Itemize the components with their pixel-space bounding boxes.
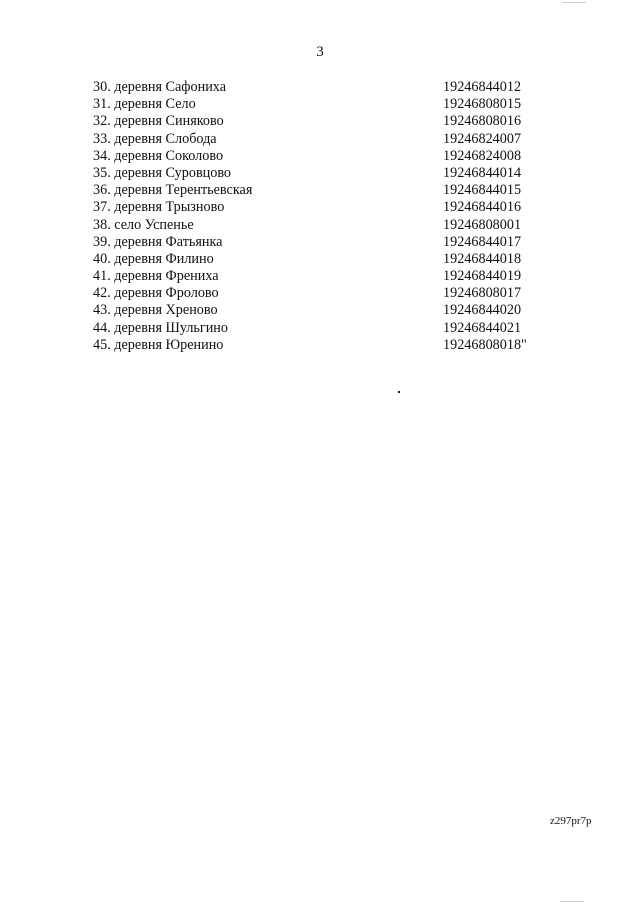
list-item [93,337,553,354]
settlement-name: 45. деревня Юренино [93,336,224,353]
settlement-name: 35. деревня Суровцово [93,164,232,181]
settlement-name: 42. деревня Фролово [93,285,219,302]
settlement-code: 19246808001 [443,216,522,233]
settlement-name: 37. деревня Трызново [93,199,225,216]
document-code: z297pr7p [550,815,592,827]
settlement-code: 19246844021 [443,319,522,336]
list-item [93,268,553,285]
list-item [93,320,553,337]
settlement-name: 34. деревня Соколово [93,147,224,164]
settlement-name: 43. деревня Хреново [93,302,218,319]
stray-dot [398,391,400,393]
settlement-code: 19246808016 [443,113,522,130]
settlement-code: 19246808018" [443,336,527,353]
settlement-code: 19246824008 [443,147,522,164]
settlement-code: 19246808015 [443,96,522,113]
settlement-name: 32. деревня Синяково [93,113,224,130]
settlement-code: 19246844012 [443,79,522,95]
settlement-code: 19246844017 [443,233,522,250]
settlement-name: 44. деревня Шульгино [93,319,228,336]
settlement-name: 41. деревня Френиха [93,268,219,285]
list-item [93,148,553,165]
scan-artifact-top [562,2,586,3]
list-item [93,302,553,319]
list-item [93,165,553,182]
settlement-code: 19246844016 [443,199,522,216]
list-item [93,251,553,268]
settlement-code: 19246844015 [443,182,522,199]
list-item [93,199,553,216]
list-item [93,131,553,148]
settlement-name: 39. деревня Фатьянка [93,233,223,250]
scan-artifact-bottom [560,901,584,902]
settlement-name: 36. деревня Терентьевская [93,182,253,199]
settlement-name: 31. деревня Село [93,96,196,113]
settlement-code: 19246844018 [443,250,522,267]
settlement-name: 38. село Успенье [93,216,194,233]
settlement-name: 30. деревня Сафониха [93,79,226,95]
list-item [93,113,553,130]
list-item [93,96,553,113]
settlement-code: 19246824007 [443,130,522,147]
list-item [93,182,553,199]
settlement-code: 19246844020 [443,302,522,319]
list-item [93,234,553,251]
settlement-list [93,79,553,354]
settlement-code: 19246844014 [443,164,522,181]
settlement-name: 40. деревня Филино [93,250,214,267]
settlement-code: 19246808017 [443,285,522,302]
list-item [93,79,553,96]
list-item [93,285,553,302]
list-item [93,217,553,234]
settlement-name: 33. деревня Слобода [93,130,217,147]
page-number: 3 [316,44,324,60]
settlement-code: 19246844019 [443,268,522,285]
